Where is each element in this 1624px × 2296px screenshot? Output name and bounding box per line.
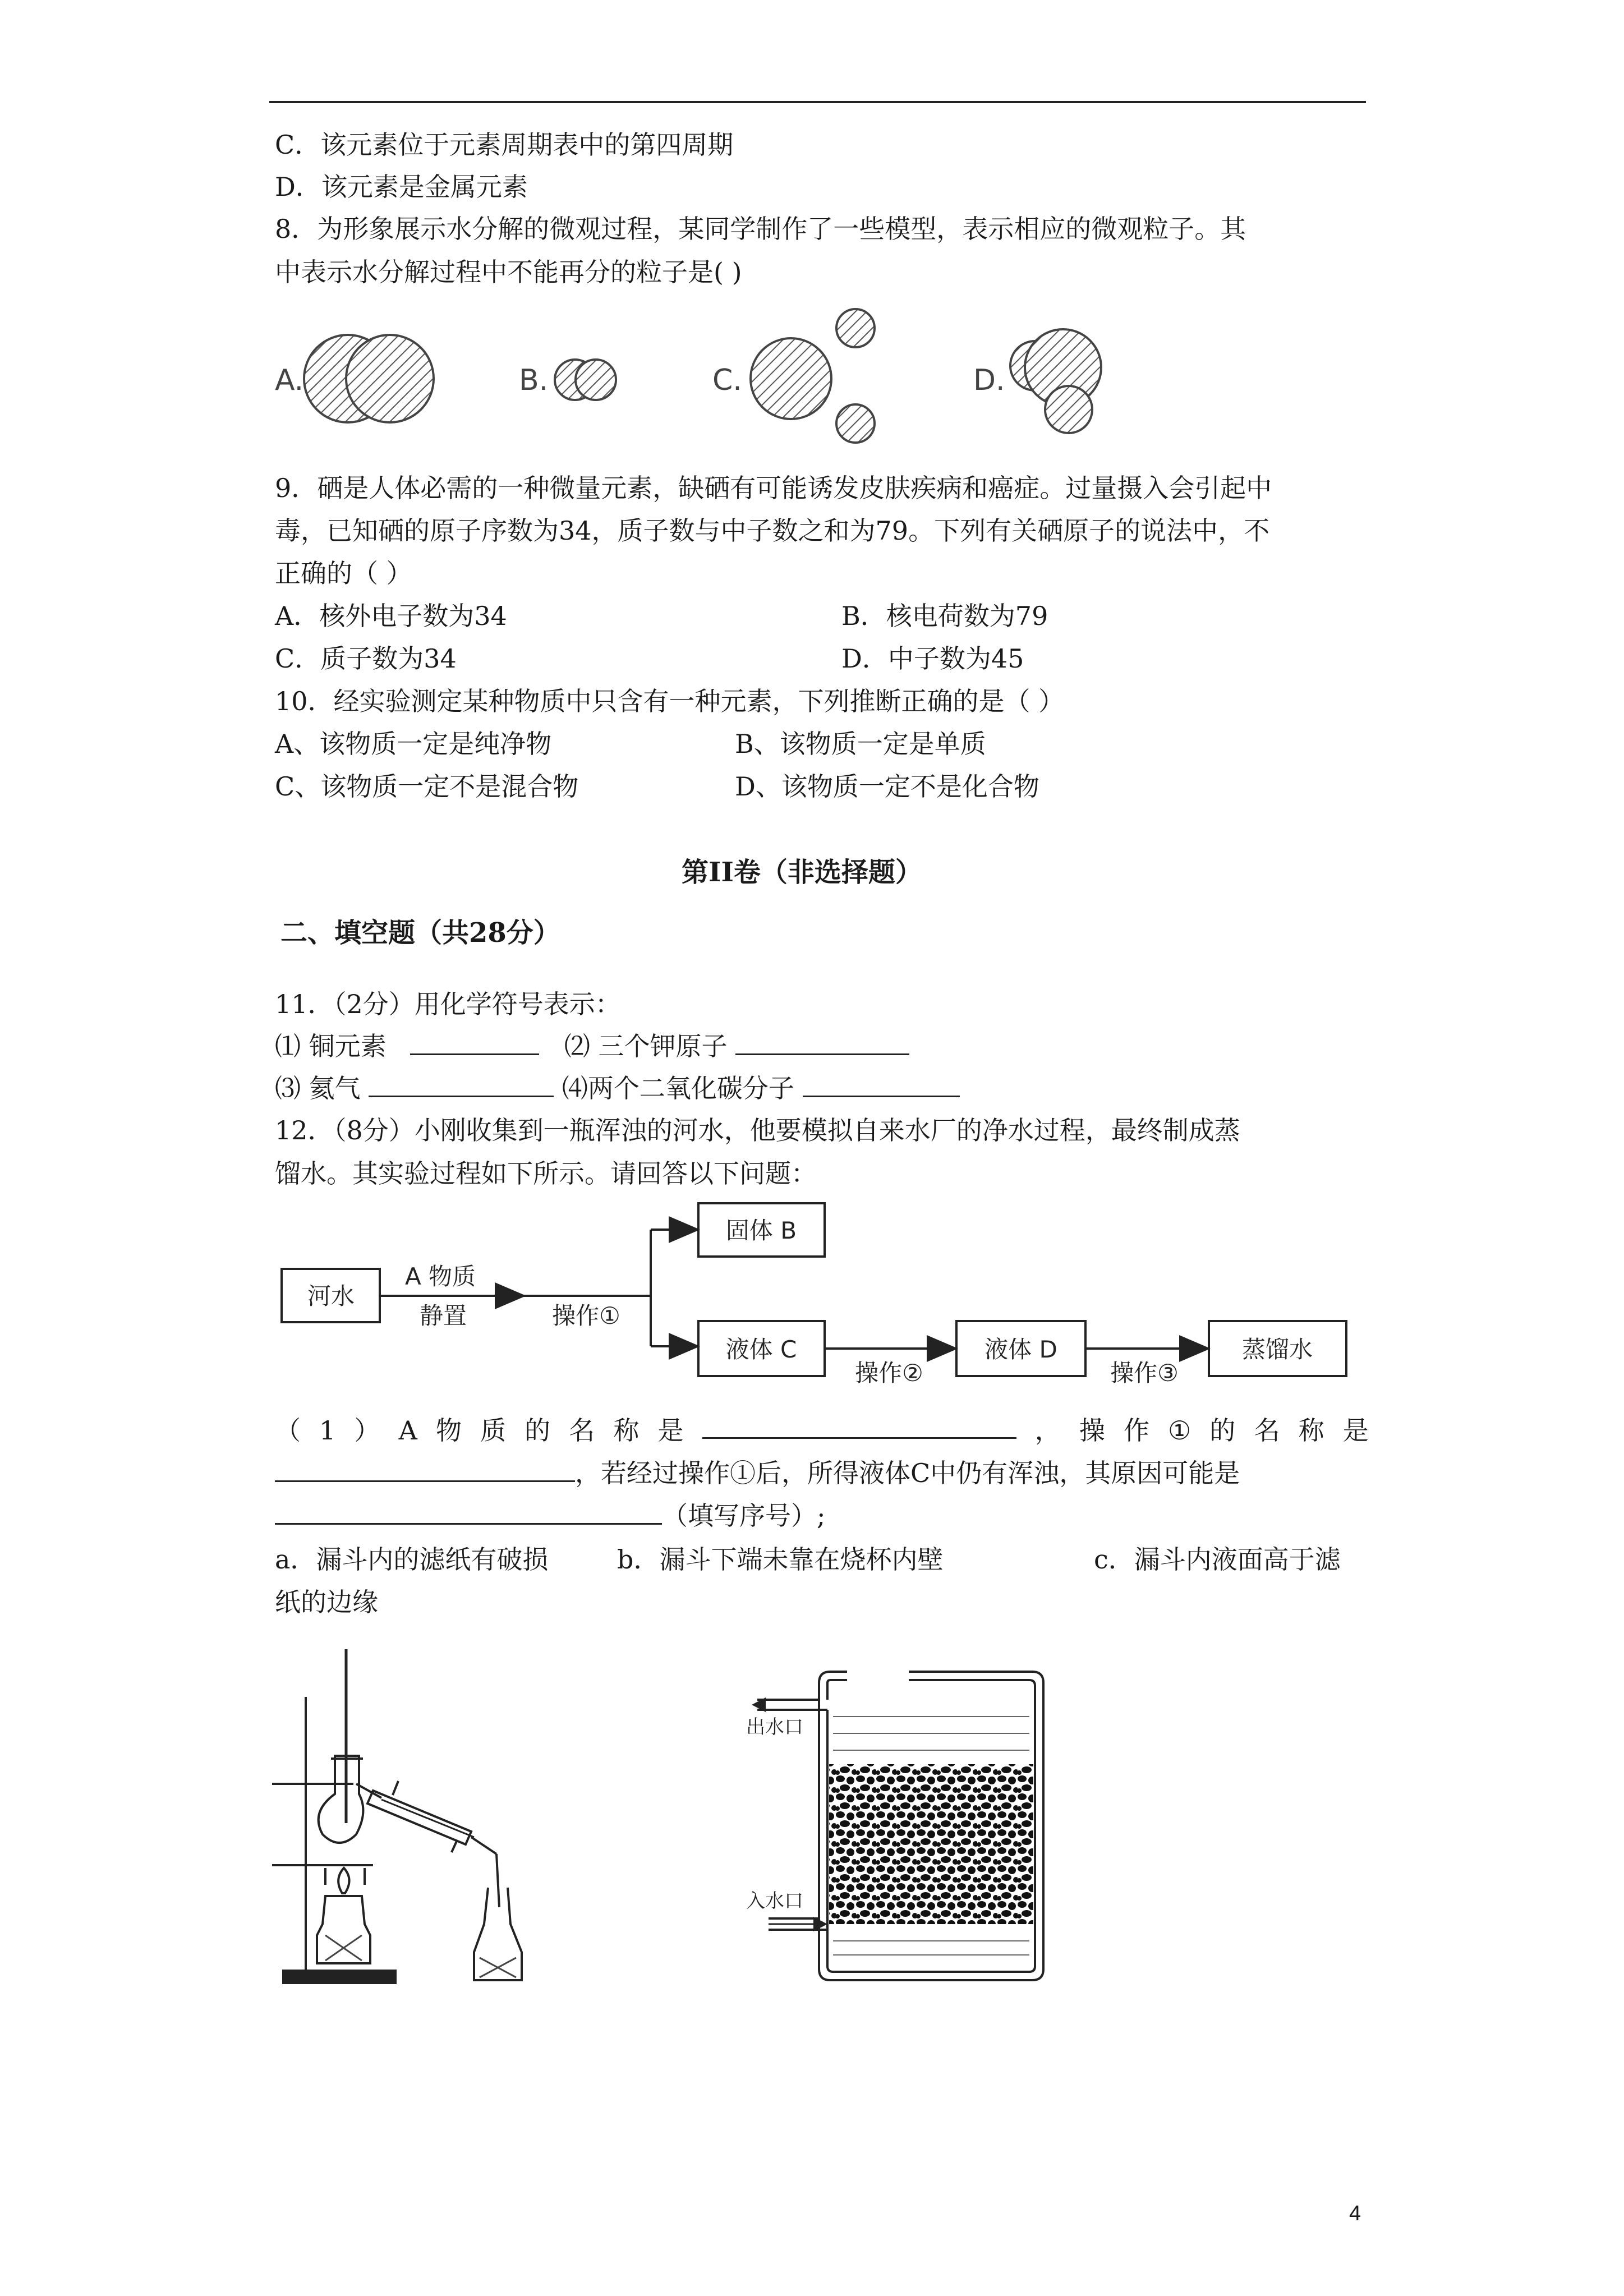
q8-model-c bbox=[751, 309, 875, 443]
outlet-label: 出水口 bbox=[746, 1716, 803, 1738]
q12-sub1-line3: （填写序号）; bbox=[275, 1499, 826, 1533]
q9-stem-line3: 正确的（ ） bbox=[275, 558, 412, 588]
flow-liquid-c: 液体 C bbox=[725, 1336, 797, 1363]
q11-blank3[interactable] bbox=[369, 1072, 554, 1097]
q9-stem-line1: 9．硒是人体必需的一种微量元素，缺硒有可能诱发皮肤疾病和癌症。过量摄入会引起中 bbox=[275, 473, 1272, 503]
q7-option-d: D．该元素是金属元素 bbox=[275, 172, 528, 202]
water-purifier-figure bbox=[735, 1649, 1049, 1997]
q8-model-b bbox=[555, 360, 616, 400]
flow-distilled-water: 蒸馏水 bbox=[1241, 1336, 1313, 1363]
distillation-apparatus-figure bbox=[272, 1644, 586, 1991]
alcohol-lamp bbox=[317, 1896, 370, 1963]
q11-item1: ⑴ 铜元素 bbox=[275, 1031, 387, 1061]
q11-item4: ⑷两个二氧化碳分子 bbox=[562, 1073, 794, 1103]
q11-item3: ⑶ 氦气 bbox=[275, 1073, 361, 1103]
q12-flowchart bbox=[275, 1195, 1358, 1397]
adapter-tube bbox=[471, 1837, 496, 1854]
q8-model-d bbox=[1010, 329, 1101, 433]
q11-blank1[interactable] bbox=[410, 1030, 539, 1055]
header-rule bbox=[269, 101, 1366, 103]
section2-subtitle: 二、填空题（共28分） bbox=[280, 917, 560, 949]
flow-river-water: 河水 bbox=[307, 1282, 355, 1310]
q12-choice-b: b．漏斗下端未靠在烧杯内壁 bbox=[617, 1544, 944, 1575]
q10-option-b: B、该物质一定是单质 bbox=[735, 729, 986, 759]
q11-blank4[interactable] bbox=[803, 1072, 960, 1097]
q11-stem: 11．（2分）用化学符号表示： bbox=[275, 989, 621, 1019]
q8-stem-line1: 8．为形象展示水分解的微观过程，某同学制作了一些模型，表示相应的微观粒子。其 bbox=[275, 214, 1246, 244]
q11-line2 bbox=[275, 1071, 960, 1105]
iron-stand-base bbox=[283, 1971, 395, 1983]
q9-option-b: B．核电荷数为79 bbox=[841, 601, 1048, 631]
q9-option-d: D．中子数为45 bbox=[841, 643, 1024, 674]
q11-line1 bbox=[275, 1029, 909, 1063]
q8-particle-models bbox=[264, 303, 1139, 454]
flow-op2: 操作② bbox=[855, 1359, 923, 1387]
inlet-label: 入水口 bbox=[746, 1890, 803, 1912]
q12-blank-op1-name[interactable] bbox=[275, 1457, 575, 1482]
q12-choice-c-cont: 纸的边缘 bbox=[275, 1587, 378, 1617]
q10-stem: 10．经实验测定某种物质中只含有一种元素，下列推断正确的是（ ） bbox=[275, 686, 1065, 716]
q12-sub1-line2: ，若经过操作①后，所得液体C中仍有浑浊，其原因可能是 bbox=[275, 1456, 1240, 1490]
flow-settle: 静置 bbox=[419, 1302, 467, 1329]
q12-sub1-line1: （ 1 ） A 物 质 的 名 称 是 ， 操 作 ① 的 名 称 是 bbox=[275, 1414, 1369, 1447]
q10-option-d: D、该物质一定不是化合物 bbox=[735, 771, 1039, 802]
q12-stem-line2: 馏水。其实验过程如下所示。请回答以下问题： bbox=[275, 1158, 817, 1189]
q8-label-a: A. bbox=[275, 364, 304, 397]
activated-carbon-layer bbox=[829, 1764, 1033, 1924]
q9-option-c: C．质子数为34 bbox=[275, 643, 457, 674]
page-number: 4 bbox=[1349, 2202, 1361, 2225]
q11-blank2[interactable] bbox=[735, 1030, 909, 1055]
q12-choice-c: c．漏斗内液面高于滤 bbox=[1094, 1544, 1341, 1575]
flow-liquid-d: 液体 D bbox=[984, 1336, 1057, 1363]
flow-a-substance: A 物质 bbox=[404, 1263, 476, 1290]
q11-item2: ⑵ 三个钾原子 bbox=[564, 1031, 728, 1061]
q12-choice-a: a．漏斗内的滤纸有破损 bbox=[275, 1544, 549, 1575]
q8-label-b: B. bbox=[519, 364, 549, 397]
q7-option-c: C．该元素位于元素周期表中的第四周期 bbox=[275, 130, 734, 160]
q9-option-a: A．核外电子数为34 bbox=[275, 601, 507, 631]
q10-option-a: A、该物质一定是纯净物 bbox=[275, 729, 552, 759]
q8-label-c: C. bbox=[712, 364, 742, 397]
q8-stem-line2: 中表示水分解过程中不能再分的粒子是( ) bbox=[275, 257, 742, 287]
q12-blank-reason[interactable] bbox=[275, 1499, 662, 1525]
flow-solid-b: 固体 B bbox=[725, 1217, 797, 1244]
distilling-flask bbox=[319, 1756, 364, 1843]
condenser bbox=[367, 1791, 471, 1844]
q12-blank-a-name[interactable] bbox=[702, 1414, 1016, 1439]
section2-title: 第II卷（非选择题） bbox=[682, 857, 922, 888]
q8-model-a bbox=[304, 335, 434, 422]
q12-stem-line1: 12．（8分）小刚收集到一瓶浑浊的河水，他要模拟自来水厂的净水过程，最终制成蒸 bbox=[275, 1115, 1240, 1145]
q8-label-d: D. bbox=[973, 364, 1005, 397]
q10-option-c: C、该物质一定不是混合物 bbox=[275, 771, 579, 802]
flow-op3: 操作③ bbox=[1110, 1359, 1179, 1387]
q9-stem-line2: 毒，已知硒的原子序数为34，质子数与中子数之和为79。下列有关硒原子的说法中，不 bbox=[275, 516, 1270, 546]
flow-op1: 操作① bbox=[552, 1302, 620, 1329]
flame bbox=[338, 1868, 349, 1893]
